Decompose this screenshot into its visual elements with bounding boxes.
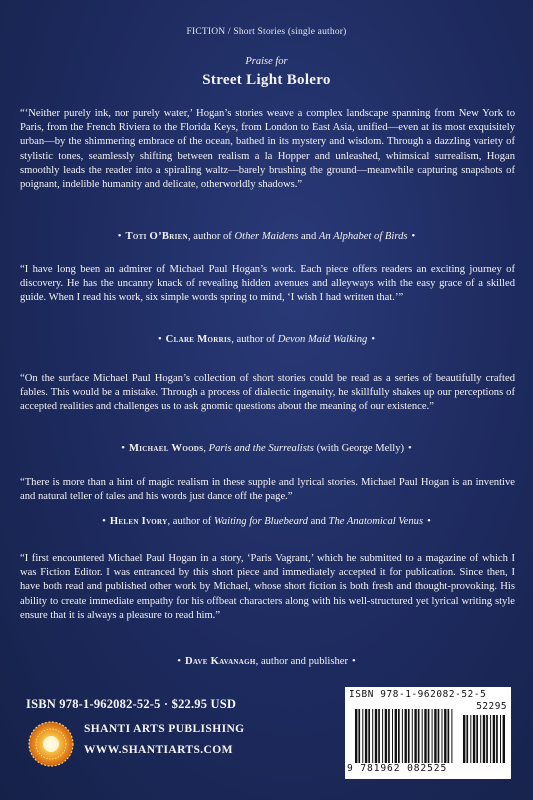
work-title: An Alphabet of Birds bbox=[318, 231, 408, 242]
publisher-name: SHANTI ARTS PUBLISHING bbox=[84, 723, 245, 735]
review-quote-2: “I have long been an admirer of Michael Paul Hogan’s work. Each piece offers readers an exciting journey of discovery. He has the uncanny knack of revealing hidden avenues and alleyways with the easy grace of a skilled guide. When I read his work, six simple words spring to mind, ‘I wish I had written that.’” bbox=[20, 264, 515, 304]
reviewer-name: Toti O’Brien bbox=[125, 231, 188, 242]
bullet-icon: • bbox=[411, 231, 416, 242]
reviewer-name: Dave Kavanagh bbox=[184, 656, 256, 667]
barcode bbox=[345, 687, 511, 779]
review-attribution-2: • Clare Morris, author of Devon Maid Walking • bbox=[157, 334, 376, 345]
work-title: Paris and the Surrealists bbox=[208, 443, 314, 454]
review-attribution-3: • Michael Woods, Paris and the Surrealists (with George Melly) • bbox=[121, 443, 412, 454]
review-quote-3: “On the surface Michael Paul Hogan’s collection of short stories could be read as a series of beautifully crafted fables. This would be a mistake. Through a process of dialectic ingenuity, he skillfully shakes up our perceptions of accepted realities and challenges us to ask gnomic questions about the meaning of our existence.” bbox=[20, 373, 515, 413]
review-quote-1: “‘Neither purely ink, nor purely water,’ Hogan’s stories weave a complex landscape spanning from New York to Paris, from the French Riviera to the Florida Keys, from London to East Asia, unified—even at its most exquisitely urban—by the shimmering embrace of the ocean, bathed in its mystery and wisdom. Through a dazzling variety of stylistic tones, seamlessly shifting between realism a la Hopper and unleashed, whimsical surrealism, Hogan smoothly leads the reader into a spiraling waltz—barely brushing the ground—meanwhile capturing snapshots of poignant, indelible humanity and delicate, otherworldly shadows.” bbox=[20, 108, 515, 191]
book-title: Street Light Bolero bbox=[202, 72, 331, 88]
bullet-icon: • bbox=[427, 516, 431, 527]
work-title: Other Maidens bbox=[234, 231, 299, 242]
reviewer-name: Helen Ivory bbox=[109, 516, 168, 527]
isbn-price: ISBN 978-1-962082-52-5 · $22.95 USD bbox=[26, 697, 237, 711]
publisher-website: WWW.SHANTIARTS.COM bbox=[84, 744, 233, 756]
review-attribution-4: • Helen Ivory, author of Waiting for Bluebeard and The Anatomical Venus • bbox=[102, 516, 431, 527]
praise-for-label: Praise for bbox=[245, 56, 288, 67]
work-title: Waiting for Bluebeard bbox=[213, 516, 308, 527]
bullet-icon: • bbox=[408, 443, 412, 454]
review-quote-4: “There is more than a hint of magic realism in these supple and lyrical stories. Michael Paul Hogan is an inventive and natural teller of tales and his words just dance off the page.” bbox=[20, 477, 515, 503]
work-title: The Anatomical Venus bbox=[328, 516, 424, 527]
bullet-icon: • bbox=[352, 656, 356, 667]
bullet-icon: • bbox=[117, 231, 122, 242]
review-attribution-1: • Toti O’Brien, author of Other Maidens and An Alphabet of Birds • bbox=[117, 231, 416, 242]
reviewer-name: Michael Woods bbox=[128, 443, 204, 454]
bullet-icon: • bbox=[371, 334, 376, 345]
sun-logo-icon bbox=[26, 719, 76, 769]
review-quote-5: “I first encountered Michael Paul Hogan in a story, ‘Paris Vagrant,’ which he submitted to a magazine of which I was Fiction Editor. I was entranced by this short piece and immediately accepted it for publication. Since then, I have both read and published other work by Michael, whose short fiction is both fresh and thought-provoking. His ability to create immediate empathy for his offbeat characters along with his well-structured yet lyrical writing style ensure that it is always a pleasure to read him.” bbox=[20, 553, 515, 621]
barcode-digits: 9 781962 082525 bbox=[347, 763, 448, 774]
bullet-icon: • bbox=[121, 443, 125, 454]
category-label: FICTION / Short Stories (single author) bbox=[186, 27, 347, 37]
bullet-icon: • bbox=[177, 656, 181, 667]
reviewer-name: Clare Morris bbox=[165, 334, 232, 345]
bullet-icon: • bbox=[157, 334, 162, 345]
barcode-isbn-text: ISBN 978-1-962082-52-5 bbox=[349, 689, 487, 700]
barcode-price-code: 52295 bbox=[476, 701, 507, 712]
work-title: Devon Maid Walking bbox=[277, 334, 368, 345]
bullet-icon: • bbox=[102, 516, 106, 527]
review-attribution-5: • Dave Kavanagh, author and publisher • bbox=[177, 656, 356, 667]
